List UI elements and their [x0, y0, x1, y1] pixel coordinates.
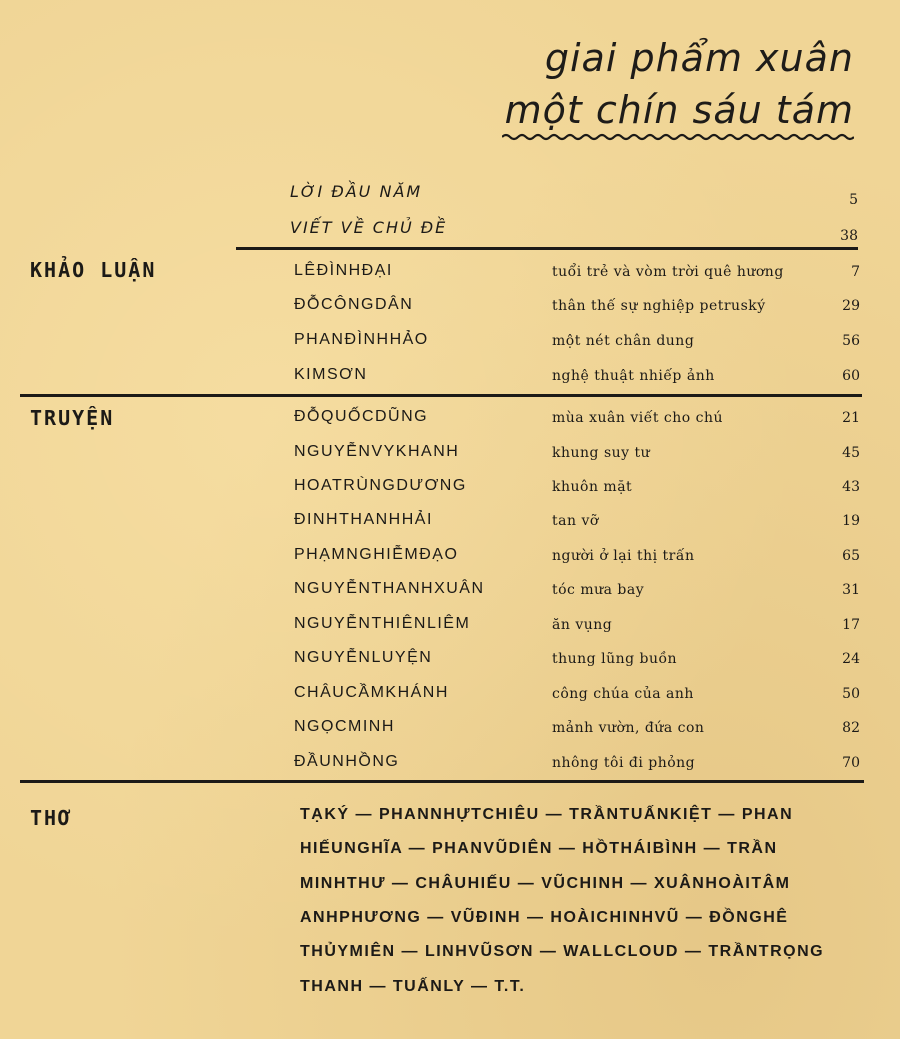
poets-line: TẠKÝ — PHANNHỰTCHIÊU — TRẦNTUẤNKIỆT — PHAN	[300, 806, 794, 823]
author-name: NGỌCMINH	[294, 718, 395, 735]
work-title: khuôn mặt	[552, 479, 633, 495]
page-number: 56	[842, 333, 860, 349]
page-number: 17	[842, 617, 860, 633]
author-name: NGUYỄNTHIÊNLIÊM	[294, 615, 471, 632]
poets-line: THỦYMIÊN — LINHVŨSƠN — WALLCLOUD — TRẦNTRỌNG	[300, 943, 825, 960]
work-title: thân thế sự nghiệp petruský	[552, 298, 766, 314]
section-heading-khao-luan: KHẢO LUẬN	[30, 258, 157, 282]
author-name: PHANĐÌNHHẢO	[294, 331, 429, 348]
toc-row	[0, 262, 900, 292]
work-title: nhông tôi đi phỏng	[552, 755, 696, 771]
section-heading-tho: THƠ	[30, 806, 73, 830]
intro-page-number: 38	[840, 228, 858, 244]
author-name: ĐỖQUỐCDŨNG	[294, 408, 429, 425]
title-line-2: một chín sáu tám	[504, 88, 854, 132]
toc-row	[0, 580, 900, 610]
author-name: PHẠMNGHIỄMĐẠO	[294, 546, 459, 563]
work-title: tóc mưa bay	[552, 582, 645, 598]
toc-row	[0, 408, 900, 438]
toc-row	[0, 753, 900, 783]
section-heading-truyen: TRUYỆN	[30, 406, 115, 430]
author-name: HOATRÙNGDƯƠNG	[294, 477, 467, 494]
page-number: 7	[851, 264, 860, 280]
work-title: ăn vụng	[552, 617, 613, 633]
page-number: 21	[842, 410, 860, 426]
author-name: NGUYỄNLUYỆN	[294, 649, 433, 666]
poets-line: MINHTHƯ — CHÂUHIẾU — VŨCHINH — XUÂNHOÀITÂM	[300, 875, 791, 892]
page-number: 50	[842, 686, 860, 702]
page-number: 31	[842, 582, 860, 598]
toc-row	[0, 296, 900, 326]
page-number: 19	[842, 513, 860, 529]
toc-row	[0, 615, 900, 645]
intro-item-viet-ve-chu-de: VIẾT VỀ CHỦ ĐỀ	[290, 218, 448, 237]
section-divider	[20, 780, 864, 783]
work-title: một nét chân dung	[552, 333, 695, 349]
toc-row	[0, 649, 900, 679]
author-name: NGUYỄNVYKHANH	[294, 443, 460, 460]
work-title: người ở lại thị trấn	[552, 548, 695, 564]
work-title: công chúa của anh	[552, 686, 694, 702]
work-title: tan vỡ	[552, 513, 599, 529]
author-name: ĐINHTHANHHẢI	[294, 511, 433, 528]
toc-row	[0, 477, 900, 507]
work-title: mảnh vườn, đứa con	[552, 720, 705, 736]
poets-line: ANHPHƯƠNG — VŨĐINH — HOÀICHINHVŨ — ĐỒNGHÊ	[300, 909, 789, 926]
toc-row	[0, 684, 900, 714]
section-divider	[20, 394, 862, 397]
work-title: thung lũng buồn	[552, 651, 678, 667]
author-name: ĐẦUNHỒNG	[294, 753, 400, 770]
author-name: CHÂUCẦMKHÁNH	[294, 684, 449, 701]
page-number: 29	[842, 298, 860, 314]
page-number: 60	[842, 368, 860, 384]
author-name: NGUYỄNTHANHXUÂN	[294, 580, 485, 597]
toc-row	[0, 511, 900, 541]
intro-page-number: 5	[849, 192, 858, 208]
work-title: nghệ thuật nhiếp ảnh	[552, 368, 715, 384]
toc-row	[0, 366, 900, 396]
toc-row	[0, 546, 900, 576]
section-divider	[236, 247, 858, 250]
poets-line: THANH — TUẤNLY — T.T.	[300, 978, 526, 995]
author-name: LÊĐÌNHĐẠI	[294, 262, 393, 279]
work-title: tuổi trẻ và vòm trời quê hương	[552, 264, 784, 280]
work-title: khung suy tư	[552, 445, 651, 461]
author-name: KIMSƠN	[294, 366, 368, 383]
poets-line: HIẾUNGHĨA — PHANVŨDIÊN — HỒTHÁIBÌNH — TRẦN	[300, 840, 778, 857]
title-line-1: giai phẩm xuân	[544, 36, 854, 80]
page-number: 45	[842, 445, 860, 461]
toc-row	[0, 331, 900, 361]
page-number: 43	[842, 479, 860, 495]
author-name: ĐỖCÔNGDÂN	[294, 296, 414, 313]
toc-row	[0, 443, 900, 473]
intro-item-loi-dau-nam: LỜI ĐẦU NĂM	[290, 182, 423, 201]
page-number: 24	[842, 651, 860, 667]
toc-row	[0, 718, 900, 748]
title-underline	[502, 132, 854, 142]
page-number: 70	[842, 755, 860, 771]
page-number: 65	[842, 548, 860, 564]
page-number: 82	[842, 720, 860, 736]
work-title: mùa xuân viết cho chú	[552, 410, 724, 426]
